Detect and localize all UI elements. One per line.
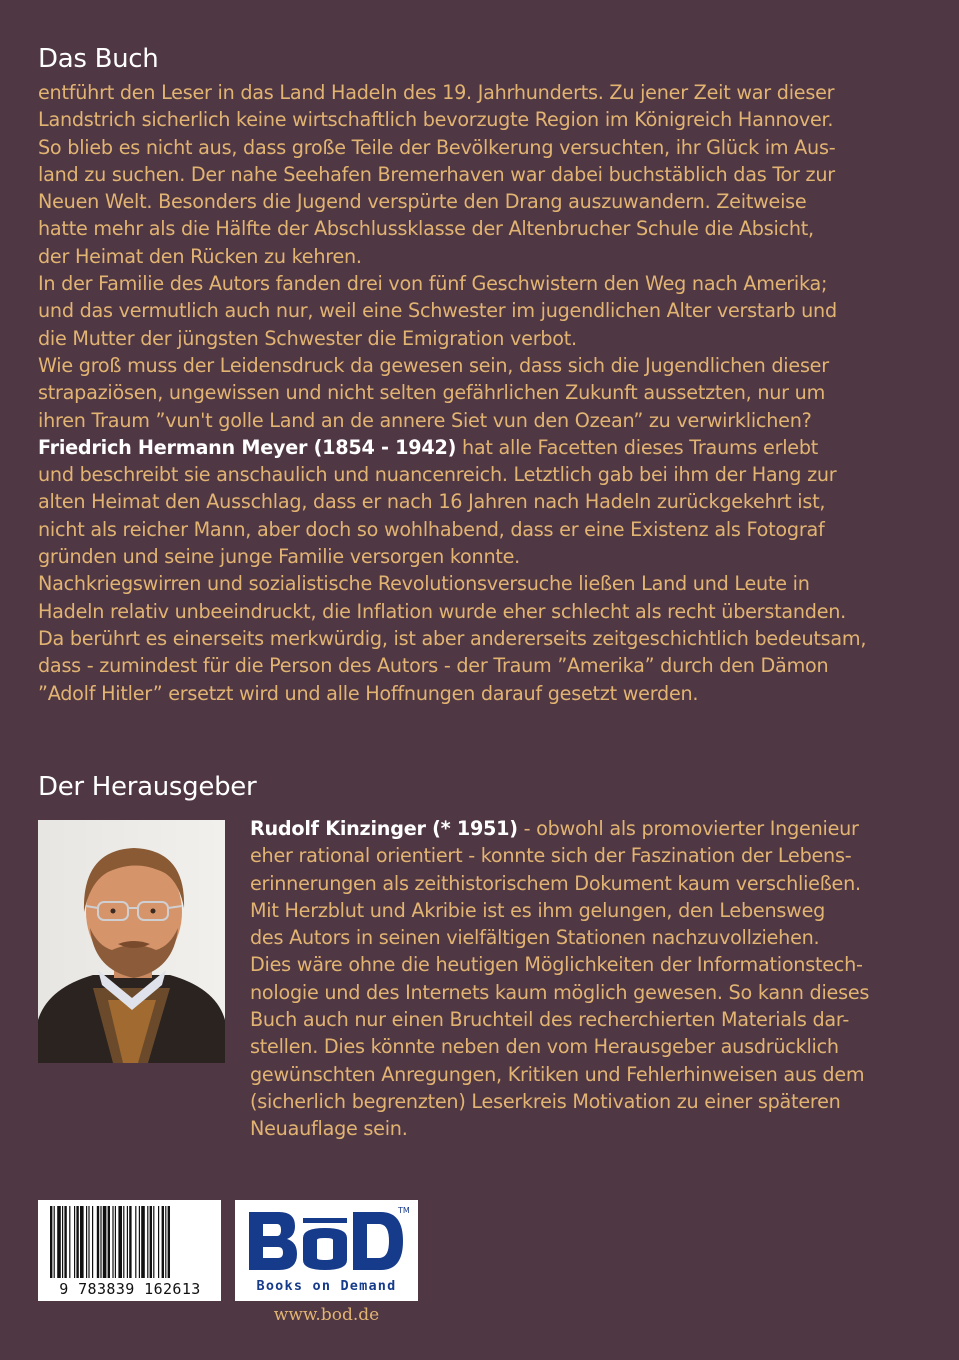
text-line: Neuauflage sein. xyxy=(250,1117,408,1141)
barcode-bar xyxy=(147,1206,148,1278)
text-line: und beschreibt sie anschaulich und nuancenreich. Letztlich gab bei ihm der Hang zur xyxy=(38,463,837,487)
author-name: Friedrich Hermann Meyer (1854 - 1942) xyxy=(38,435,457,459)
text-line: ”Adolf Hitler” ersetzt wird und alle Hoffnungen darauf gesetzt werden. xyxy=(38,681,699,705)
text-line: stellen. Dies könnte neben den vom Herausgeber ausdrücklich xyxy=(250,1035,839,1059)
barcode-bar xyxy=(64,1206,66,1278)
barcode-bars xyxy=(50,1206,210,1278)
barcode-bar xyxy=(115,1206,116,1278)
text-line: Nachkriegswirren und sozialistische Revolutionsversuche ließen Land und Leute in xyxy=(38,572,810,596)
barcode-bar xyxy=(97,1206,99,1278)
text-line: In der Familie des Autors fanden drei von fünf Geschwistern den Weg nach Amerika; xyxy=(38,272,828,296)
barcode-bar xyxy=(123,1206,124,1278)
barcode-bar xyxy=(92,1206,93,1278)
editor-name: Rudolf Kinzinger (* 1951) xyxy=(250,817,518,840)
text-line: Hadeln relativ unbeeindruckt, die Inflation wurde eher schlecht als recht überstanden. xyxy=(38,599,847,623)
editor-description xyxy=(250,815,940,1143)
text-line: entführt den Leser in das Land Hadeln des 19. Jahrhunderts. Zu jener Zeit war dieser xyxy=(38,81,835,104)
text-line: die Mutter der jüngsten Schwester die Emigration verbot. xyxy=(38,326,577,350)
section-heading-herausgeber: Der Herausgeber xyxy=(38,772,257,802)
barcode-bar xyxy=(153,1206,154,1278)
author-line-rest: hat alle Facetten dieses Traums erlebt xyxy=(456,435,819,459)
editor-line-rest: - obwohl als promovierter Ingenieur xyxy=(517,817,859,840)
text-line: Landstrich sicherlich keine wirtschaftlich bevorzugte Region im Königreich Hannover. xyxy=(38,108,834,132)
barcode-bar xyxy=(80,1206,84,1278)
section-heading-das-buch: Das Buch xyxy=(38,44,159,74)
bod-logo-icon xyxy=(245,1208,408,1274)
barcode-bar xyxy=(100,1206,101,1278)
barcode-bar xyxy=(165,1206,166,1278)
barcode-bar xyxy=(129,1206,131,1278)
barcode-bar xyxy=(139,1206,140,1278)
text-line: gründen und seine junge Familie versorgen konnte. xyxy=(38,545,521,569)
text-line: Mit Herzblut und Akribie ist es ihm gelungen, den Lebensweg xyxy=(250,898,826,922)
text-line: Dies wäre ohne die heutigen Möglichkeiten der Informationstech- xyxy=(250,953,863,977)
text-line: nicht als reicher Mann, aber doch so wohlhabend, dass er eine Existenz als Fotograf xyxy=(38,517,825,541)
barcode-bar xyxy=(74,1206,75,1278)
editor-portrait xyxy=(38,820,225,1063)
barcode-bar xyxy=(54,1206,55,1278)
text-line xyxy=(38,434,938,461)
barcode-bar xyxy=(108,1206,110,1278)
text-line: So blieb es nicht aus, dass große Teile der Bevölkerung versuchten, ihr Glück im Aus- xyxy=(38,135,836,159)
text-line: hatte mehr als die Hälfte der Abschlussklasse der Altenbrucher Schule die Absicht, xyxy=(38,217,814,241)
barcode-number: 9 783839 162613 xyxy=(59,1280,201,1298)
text-line: land zu suchen. Der nahe Seehafen Bremerhaven war dabei buchstäblich das Tor zur xyxy=(38,162,835,186)
text-line: und das vermutlich auch nur, weil eine Schwester im jugendlichen Alter verstarb und xyxy=(38,299,837,323)
text-line: des Autors in seinen vielfältigen Stationen nachzuvollziehen. xyxy=(250,926,820,950)
barcode-bar xyxy=(158,1206,159,1278)
barcode-bar xyxy=(127,1206,128,1278)
text-line: Wie groß muss der Leidensdruck da gewesen sein, dass sich die Jugendlichen dieser xyxy=(38,353,829,377)
text-line: ihren Traum ”vun't golle Land an de annere Siet vun den Ozean” zu verwirklichen? xyxy=(38,408,812,432)
portrait-illustration xyxy=(38,820,225,1063)
barcode-bar xyxy=(112,1206,113,1278)
text-line xyxy=(250,815,940,842)
text-line: eher rational orientiert - konnte sich der Faszination der Lebens- xyxy=(250,844,852,868)
barcode-bar xyxy=(88,1206,89,1278)
text-line: (sicherlich begrenzten) Leserkreis Motivation zu einer späteren xyxy=(250,1089,841,1113)
text-line: der Heimat den Rücken zu kehren. xyxy=(38,244,362,268)
text-line: alten Heimat den Ausschlag, dass er nach 16 Jahren nach Hadeln zurückgekehrt ist, xyxy=(38,490,826,514)
barcode-bar xyxy=(69,1206,70,1278)
text-line: erinnerungen als zeithistorischem Dokument kaum verschließen. xyxy=(250,871,861,895)
publisher-tagline: Books on Demand xyxy=(256,1278,397,1294)
text-line: Da berührt es einerseits merkwürdig, ist aber andererseits zeitgeschichtlich bedeutsam, xyxy=(38,626,867,650)
barcode-bar xyxy=(118,1206,122,1278)
barcode-bar xyxy=(57,1206,61,1278)
barcode-bar xyxy=(141,1206,145,1278)
text-line: Buch auch nur einen Bruchteil des recherchierten Materials dar- xyxy=(250,1008,850,1032)
barcode-bar xyxy=(86,1206,87,1278)
text-line: strapaziösen, ungewissen und nicht selten gefährlichen Zukunft aussetzten, nur um xyxy=(38,381,826,405)
barcode-bar xyxy=(135,1206,136,1278)
barcode-bar xyxy=(103,1206,107,1278)
trademark-mark: TM xyxy=(398,1206,410,1215)
text-line: Neuen Welt. Besonders die Jugend verspürte den Drang auszuwandern. Zeitweise xyxy=(38,190,807,214)
barcode-bar xyxy=(50,1206,52,1278)
barcode-bar xyxy=(162,1206,164,1278)
isbn-barcode xyxy=(38,1200,221,1301)
barcode-bar xyxy=(168,1206,170,1278)
publisher-url[interactable]: www.bod.de xyxy=(273,1305,380,1325)
book-description xyxy=(38,79,938,707)
text-line: nologie und des Internets kaum möglich gewesen. So kann dieses xyxy=(250,980,870,1004)
barcode-bar xyxy=(150,1206,152,1278)
publisher-logo xyxy=(235,1200,418,1301)
text-line: gewünschten Anregungen, Kritiken und Fehlerhinweisen aus dem xyxy=(250,1062,865,1086)
barcode-bar xyxy=(62,1206,63,1278)
barcode-bar xyxy=(76,1206,78,1278)
text-line: dass - zumindest für die Person des Autors - der Traum ”Amerika” durch den Dämon xyxy=(38,654,829,678)
